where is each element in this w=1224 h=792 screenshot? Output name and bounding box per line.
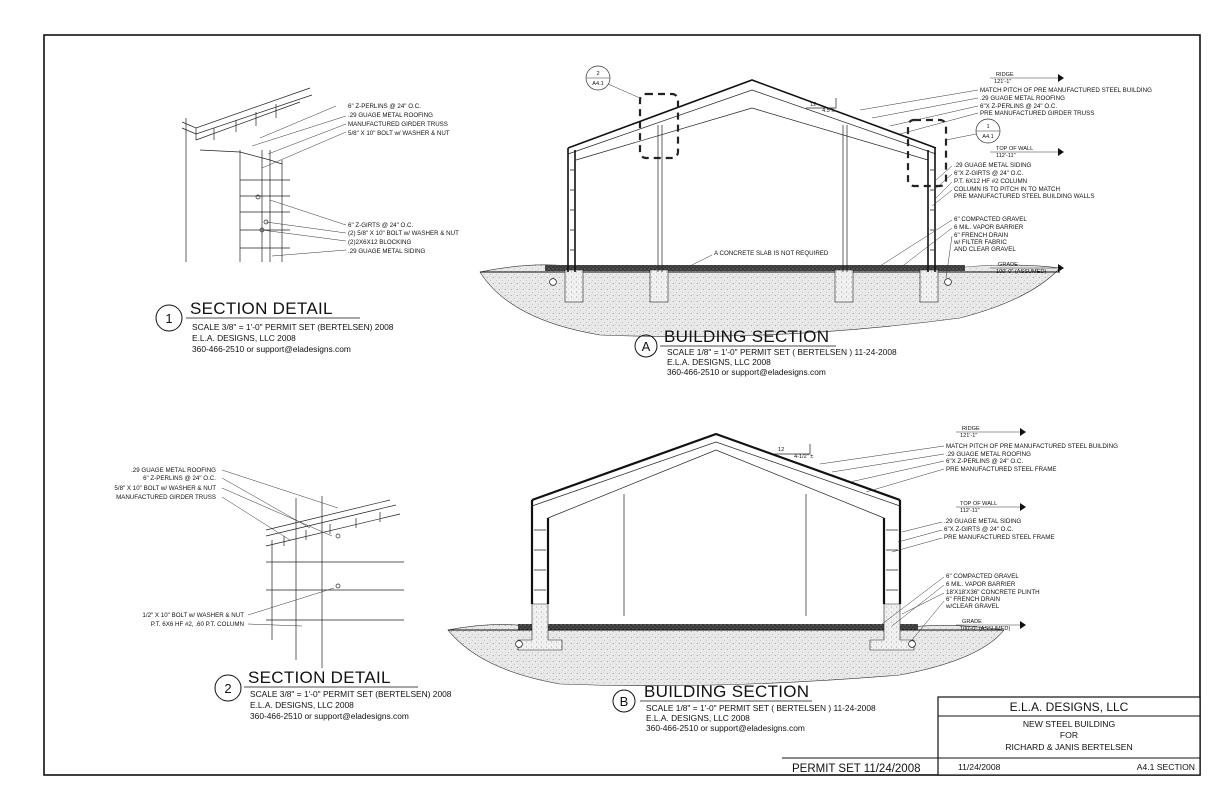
section-b-top-wall-label: TOP OF WALL [960,501,998,507]
detail-2-scale: SCALE 3/8" = 1'-0" PERMIT SET (BERTELSEN) 2008 [250,689,452,699]
detail-1-note: 6" Z-PERLINS @ 24" O.C. [348,103,421,110]
section-a-ridge-elev: 121'-1" [994,79,1012,85]
detail-2-note: P.T. 6X6 HF #2, .60 P.T. COLUMN [150,621,244,628]
section-b-roof-note: MATCH PITCH OF PRE MANUFACTURED STEEL BUILDING [946,443,1118,450]
section-b-roof-note: .29 GUAGE METAL ROOFING [946,451,1031,458]
section-b-ground-note: 6" FRENCH DRAIN [946,596,1001,603]
title-block-project: NEW STEEL BUILDING [1022,719,1116,729]
section-a-title-block [635,327,897,377]
section-b-wall-note: 6"X Z-GIRTS @ 24" O.C. [944,526,1014,533]
section-b-ridge-marker-icon [1020,428,1026,436]
section-a-company: E.L.A. DESIGNS, LLC 2008 [667,357,771,367]
section-a-wall-note: .29 GUAGE METAL SIDING [954,162,1032,169]
section-a-roof-note: .29 GUAGE METAL ROOFING [980,95,1065,102]
section-a-title: BUILDING SECTION [664,327,830,346]
detail-2-note: MANUFACTURED GIRDER TRUSS [116,494,216,501]
detail-2-title: SECTION DETAIL [248,668,391,687]
detail-2-number: 2 [224,681,232,696]
detail-1-notes-top [348,103,450,137]
section-a-grade-label: GRADE [998,262,1018,268]
detail-1-note: MANUFACTURED GIRDER TRUSS [348,121,448,128]
detail-2-company: E.L.A. DESIGNS, LLC 2008 [250,700,354,710]
section-b-wall-note: .29 GUAGE METAL SIDING [944,518,1022,525]
section-b-ground-note: 6" COMPACTED GRAVEL [946,573,1019,580]
section-b-ground-note: w/CLEAR GRAVEL [946,603,1000,610]
detail-1-scale: SCALE 3/8" = 1'-0" PERMIT SET (BERTELSEN) 2008 [192,322,394,332]
title-block-company: E.L.A. DESIGNS, LLC [1009,700,1129,714]
section-b-wall-note: PRE MANUFACTURED STEEL FRAME [944,534,1055,541]
detail-2-title-block [215,668,452,721]
section-a-detail-2-callout-box [640,94,678,158]
detail-1-drawing [182,88,346,262]
section-a-wall-note: P.T. 6X12 HF #2 COLUMN [954,178,1028,185]
section-b-gravel [518,624,918,630]
detail-2-notes-top [114,467,216,501]
section-a-ground-note: w/ FILTER FABRIC [954,239,1007,246]
section-a-roof-note: MATCH PITCH OF PRE MANUFACTURED STEEL BUILDING [980,87,1152,94]
section-a-footing [565,270,583,302]
detail-2-note: 5/8" X 10" BOLT w/ WASHER & NUT [114,485,216,492]
section-a-wall-note: PRE MANUFACTURED STEEL BUILDING WALLS [954,193,1095,200]
section-a-ground-note: 6 MIL. VAPOR BARRIER [954,224,1024,231]
section-a-ground-note: 6" COMPACTED GRAVEL [954,216,1027,223]
section-a-footing [650,270,668,302]
section-a-callout-2-number: 2 [596,71,600,77]
detail-2-notes-bottom [142,612,244,628]
section-b-title: BUILDING SECTION [644,682,810,701]
section-a-drain [945,279,952,286]
section-b-ridge-elev: 121'-1" [960,433,978,439]
section-a-notes [690,87,1152,278]
section-a-contact: 360-466-2510 or support@eladesigns.com [667,367,826,377]
section-b-roof-note: PRE MANUFACTURED STEEL FRAME [946,466,1057,473]
section-a-top-wall-elev: 112'-11" [996,153,1016,159]
section-a-grade-marker-icon [1058,264,1064,272]
section-b-top-wall-elev: 112'-11" [960,508,980,514]
section-a-callout-2-sheet: A4.1 [592,81,604,87]
detail-1-note: .29 GUAGE METAL ROOFING [348,112,433,119]
section-a-pitch-rise: 12 [810,102,817,108]
detail-1-company: E.L.A. DESIGNS, LLC 2008 [192,333,296,343]
section-b-ground-note: 18'X18'X36" CONCRETE PLINTH [946,589,1040,596]
title-block-for: FOR [1059,730,1079,740]
section-a-ridge-marker-icon [1058,74,1064,82]
section-a-callout-1-number: 1 [986,124,990,130]
section-b-frame [532,434,900,616]
section-a-wall-note: COLUMN IS TO PITCH IN TO MATCH [954,186,1060,193]
detail-1-title: SECTION DETAIL [190,299,333,318]
section-a-footing [835,270,853,302]
section-a-letter: A [641,339,651,354]
section-a-ground-note: 6" FRENCH DRAIN [954,232,1009,239]
detail-1-title-block [156,299,394,354]
detail-2-note: .29 GUAGE METAL ROOFING [131,467,216,474]
section-b-drain [909,641,916,648]
section-b-letter: B [619,694,629,709]
section-a-ground-note: AND CLEAR GRAVEL [954,246,1016,253]
section-a-roof-note: 6"X Z-PERLINS @ 24" O.C. [980,103,1058,110]
detail-1-note: (2) 5/8" X 10" BOLT w/ WASHER & NUT [348,230,459,237]
section-a-callout-1-sheet: A4.1 [982,134,994,140]
section-b-ground-note: 6 MIL. VAPOR BARRIER [946,581,1016,588]
detail-1-note: 5/8" X 10" BOLT w/ WASHER & NUT [348,130,450,137]
permit-stamp [782,758,938,775]
section-a-footing [920,270,938,302]
section-b-title-block [613,682,876,733]
section-a-frame [568,80,946,272]
section-b-pitch-run: 4-1/2" ± [794,454,814,460]
section-b-roof-note: 6"X Z-PERLINS @ 24" O.C. [946,458,1024,465]
section-b-company: E.L.A. DESIGNS, LLC 2008 [646,713,750,723]
section-a-grade-elev: 100'-0" (ASSUMED) [996,269,1047,275]
section-b-grade-marker-icon [1020,621,1026,629]
section-b-notes [820,443,1118,640]
section-b-wall-marker-icon [1020,503,1026,511]
section-a-top-wall-label: TOP OF WALL [996,146,1034,152]
section-a-ridge-label: RIDGE [996,72,1014,78]
detail-1-note: 6" Z-GIRTS @ 24" O.C. [348,222,414,229]
detail-2-note: 1/2" X 10" BOLT w/ WASHER & NUT [142,612,244,619]
detail-2-drawing [222,470,404,668]
section-a-roof-note: PRE MANUFACTURED GIRDER TRUSS [980,110,1095,117]
detail-1-note: (2)2X6X12 BLOCKING [348,239,412,246]
section-a-pitch-run: 4.5 ± [822,108,835,114]
section-b-grade-label: GRADE [962,619,982,625]
title-block-client: RICHARD & JANIS BERTELSEN [1005,742,1133,752]
detail-2-contact: 360-466-2510 or support@eladesigns.com [250,711,409,721]
section-b-drain [516,641,523,648]
section-b-ground [448,604,1004,686]
detail-2-note: 6" Z-PERLINS @ 24" O.C. [143,475,216,482]
permit-stamp-text: PERMIT SET 11/24/2008 [792,763,921,775]
section-a-wall-note: 6"X Z-GIRTS @ 24" O.C. [954,170,1024,177]
section-a-drain [550,279,557,286]
section-b-pitch-rise: 12 [778,447,785,453]
detail-1-number: 1 [165,311,173,326]
section-a-gravel [545,265,965,271]
section-a-scale: SCALE 1/8" = 1'-0" PERMIT SET ( BERTELSEN ) 11-24-2008 [667,347,897,357]
section-a-wall-marker-icon [1058,148,1064,156]
detail-1-note: .29 GUAGE METAL SIDING [348,248,426,255]
title-block [938,697,1200,775]
title-block-date: 11/24/2008 [958,762,1001,772]
section-b-contact: 360-466-2510 or support@eladesigns.com [646,723,805,733]
section-b-grade-elev: 100'-0" (ASSUMED) [960,626,1011,632]
detail-1-notes-bottom [348,222,459,255]
section-b-ridge-label: RIDGE [962,426,980,432]
title-block-sheet-id: A4.1 SECTION [1136,762,1195,772]
section-a-ground [480,265,1060,337]
detail-1-contact: 360-466-2510 or support@eladesigns.com [192,344,351,354]
section-b-scale: SCALE 1/8" = 1'-0" PERMIT SET ( BERTELSEN ) 11-24-2008 [646,703,876,713]
section-a-slab-note: A CONCRETE SLAB IS NOT REQUIRED [714,250,829,257]
